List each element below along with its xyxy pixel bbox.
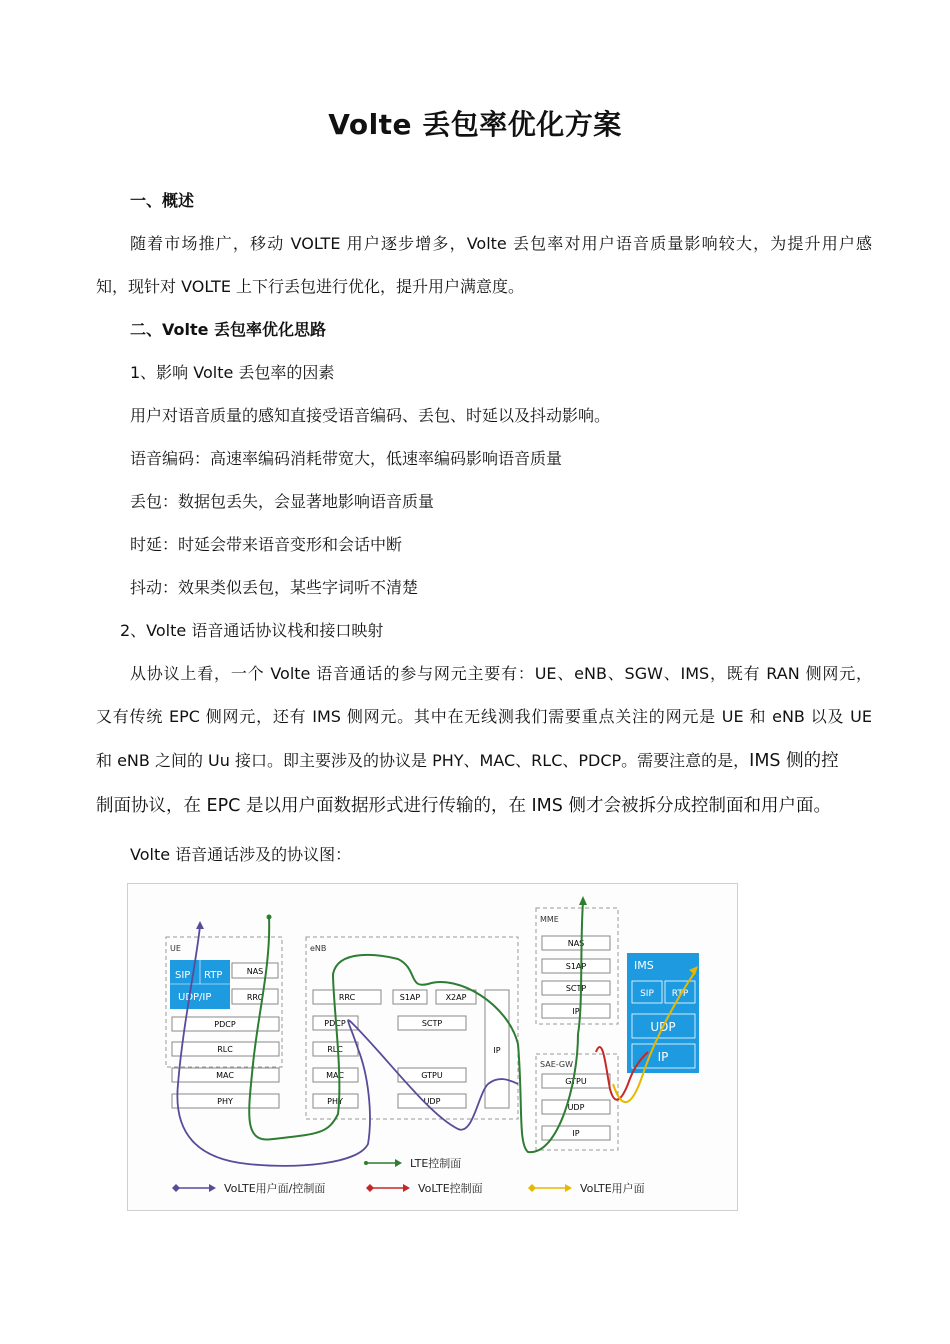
ue-rtp: RTP [204,970,223,981]
enb-rlc: RLC [327,1045,343,1054]
ue-phy: PHY [217,1097,233,1106]
section-1-heading: 一、概述 [130,191,195,210]
lte-control-plane-start [267,915,272,920]
ue-nas: NAS [246,967,264,976]
ue-label: UE [170,944,181,953]
ims-label: IMS [634,959,654,972]
enb-sctp: SCTP [421,1019,443,1028]
paragraph-jitter: 抖动：效果类似丢包，某些字词听不清楚 [130,578,419,597]
figure-caption: Volte 语音通话涉及的协议图： [130,845,352,864]
enb-udp: UDP [423,1097,441,1106]
saegw-ip: IP [572,1129,580,1138]
ue-sip: SIP [175,970,191,981]
paragraph-protocol-line-3 [96,750,839,772]
subsection-2-1-title: 1、影响 Volte 丢包率的因素 [130,363,335,382]
paragraph-factors: 用户对语音质量的感知直接受语音编码、丢包、时延以及抖动影响。 [130,406,611,425]
mme-nas: NAS [567,939,585,948]
enb-ip: IP [493,1046,501,1055]
ims-ip: IP [657,1050,669,1064]
ue-pdcp: PDCP [214,1020,236,1029]
legend-volte-user-label: VoLTE用户面 [580,1182,645,1195]
saegw-label: SAE-GW [540,1060,574,1069]
enb-phy: PHY [327,1097,343,1106]
subsection-2-2-title: 2、Volte 语音通话协议栈和接口映射 [120,621,384,640]
legend-volte-control-label: VoLTE控制面 [418,1182,483,1195]
legend-lte-control-label: LTE控制面 [410,1157,462,1170]
enb-label: eNB [310,944,327,953]
paragraph-delay: 时延：时延会带来语音变形和会话中断 [130,535,403,554]
paragraph-protocol-line-1: 从协议上看，一个 Volte 语音通话的参与网元主要有：UE、eNB、SGW、IMS，既有 RAN 侧网元， [130,664,872,683]
saegw-gtpu: GTPU [565,1077,587,1086]
ue-rrc: RRC [246,993,264,1002]
enb-pdcp: PDCP [324,1019,346,1028]
ue-udpip: UDP/IP [178,992,212,1003]
ue-rlc: RLC [217,1045,233,1054]
saegw-udp: UDP [567,1103,585,1112]
enb-mac: MAC [326,1071,344,1080]
protocol-diagram [127,883,738,1211]
paragraph-protocol-line-3b: IMS 侧的控 [749,751,839,771]
enb-gtpu: GTPU [421,1071,443,1080]
mme-ip: IP [572,1007,580,1016]
paragraph-overview-line-2: 知，现针对 VOLTE 上下行丢包进行优化，提升用户满意度。 [96,277,525,296]
paragraph-protocol-line-4: 制面协议，在 EPC 是以用户面数据形式进行传输的，在 IMS 侧才会被拆分成控制面和用户面。 [96,796,831,816]
mme-sctp: SCTP [565,984,587,993]
lte-control-plane-arrow [579,896,587,905]
enb-rrc: RRC [338,993,356,1002]
ims-sip: SIP [640,989,654,999]
paragraph-protocol-line-2: 又有传统 EPC 侧网元，还有 IMS 侧网元。其中在无线测我们需要重点关注的网元是 UE 和 eNB 以及 UE [96,707,872,726]
paragraph-overview-line-1: 随着市场推广，移动 VOLTE 用户逐步增多，Volte 丢包率对用户语音质量影响较大，为提升用户感 [130,234,872,253]
page-title: Volte 丢包率优化方案 [328,108,622,141]
enb-x2ap: X2AP [445,993,467,1002]
protocol-diagram-svg [128,884,737,1210]
paragraph-protocol-line-3a: 和 eNB 之间的 Uu 接口。即主要涉及的协议是 PHY、MAC、RLC、PDCP。需要注意的是， [96,751,750,770]
legend-volte-user-control-label: VoLTE用户面/控制面 [224,1182,326,1195]
ims-rtp: RTP [671,989,689,999]
paragraph-codec: 语音编码：高速率编码消耗带宽大，低速率编码影响语音质量 [130,449,563,468]
ims-udp: UDP [650,1020,676,1034]
section-2-heading: 二、Volte 丢包率优化思路 [130,320,327,339]
ue-mac: MAC [216,1071,234,1080]
mme-s1ap: S1AP [565,962,587,971]
volte-user-control-plane-marker [196,921,204,929]
mme-label: MME [540,915,559,924]
paragraph-packet-loss: 丢包：数据包丢失，会显著地影响语音质量 [130,492,435,511]
enb-s1ap: S1AP [399,993,421,1002]
